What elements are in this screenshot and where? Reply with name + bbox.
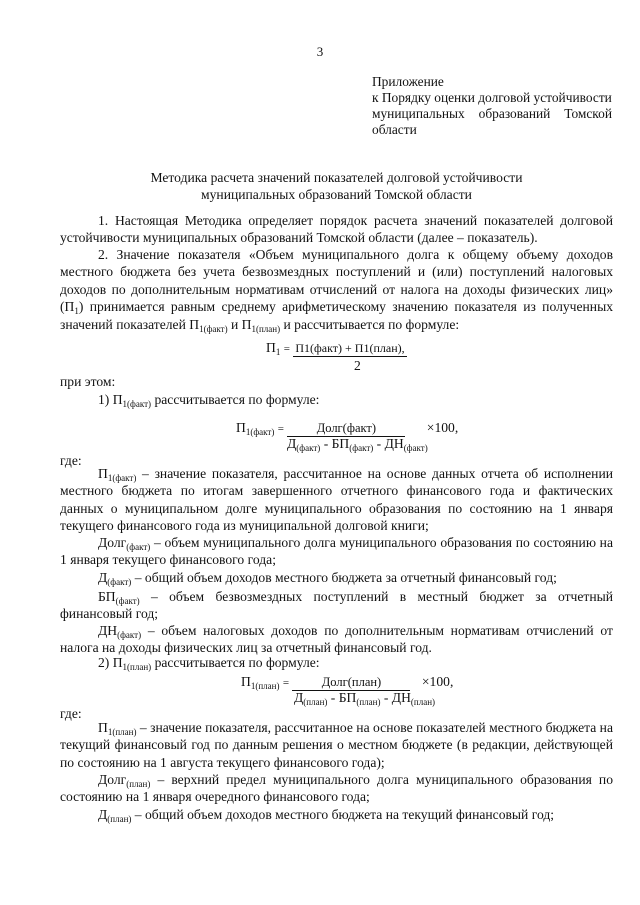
gde-2: где:	[60, 706, 82, 721]
paragraph-1: 1. Настоящая Методика определяет порядок расчета значений показателей долговой устойчивости муниципальных образований Томской области (далее – показатель).	[60, 213, 613, 246]
definition-bp-fakt: $БП_{(факт)}$ – объем безвозмездных поступлений в местный бюджет за отчетный финансовый год;	[60, 589, 613, 622]
paragraph-2: 2. Значение показателя «Объем муниципального долга к общему объему доходов местного бюджета без учета безвозмездных поступлений и (или) поступлений налоговых доходов по дополнительным нормативам отчислений от налога на доходы физических лиц» $(П_1)$ принимается равным среднему арифметическому значению показателя из полученных значений показателей $П_{1(факт)}$ и $П_{1(план)}$ и рассчитывается по формуле:	[60, 247, 613, 334]
item-2: 2) $П_{1(план)}$ рассчитывается по формуле:	[98, 655, 320, 672]
formula-3-denominator: $Д_{(план)} - БП_{(план)} - ДН_{(план)}$	[294, 690, 436, 707]
formula-2: $П_{1(факт)}$ = Долг(факт) ×100,	[236, 420, 459, 437]
definition-p1-fakt: $П_{1(факт)}$ – значение показателя, рассчитанное на основе данных отчета об исполнении местного бюджета по итогам завершенного отчетного финансового года и фактических данных о муниципальном долге муниципального образования по состоянию на 1 января текущего финансового года из муниципальной долговой книги;	[60, 466, 613, 534]
appendix-line2: к Порядку оценки долговой устойчивости	[372, 90, 612, 105]
definition-d-fakt: $Д_{(факт)}$ – общий объем доходов местного бюджета за отчетный финансовый год;	[98, 570, 557, 587]
page-number: 3	[316, 44, 324, 59]
appendix-line4: области	[372, 122, 417, 137]
gde-1: где:	[60, 453, 82, 468]
definition-d-plan: $Д_{(план)}$ – общий объем доходов местного бюджета на текущий финансовый год;	[98, 807, 555, 824]
formula-1-denominator: 2	[354, 358, 361, 373]
formula-3: $П_{1(план)}$ = Долг(план) ×100,	[241, 674, 454, 691]
definition-dolg-fakt: Долг$_{(факт)}$ – объем муниципального долга муниципального образования по состоянию на 1 января текущего финансового года;	[60, 535, 613, 568]
formula-2-denominator: $Д_{(факт)} - БП_{(факт)} - ДН_{(факт)}$	[287, 436, 428, 453]
pri-etom: при этом:	[60, 374, 116, 389]
formula-1: $П_1$ = П1(факт) + П1(план),	[266, 340, 405, 357]
document-title: Методика расчета значений показателей долговой устойчивости муниципальных образований Томской области	[150, 170, 523, 202]
item-1: 1) $П_{1(факт)}$ рассчитывается по формуле:	[98, 392, 320, 409]
definition-dn-fakt: $ДН_{(факт)}$ – объем налоговых доходов по дополнительным нормативам отчислений от налога на доходы физических лиц за отчетный финансовый год.	[60, 623, 613, 656]
definition-dolg-plan: Долг$_{(план)}$ – верхний предел муниципального долга муниципального образования по состоянию на 1 января очередного финансового года;	[60, 772, 613, 805]
definition-p1-plan: $П_{1(план)}$ – значение показателя, рассчитанное на основе показателей местного бюджета на текущий финансовый год по данным решения о местном бюджете (в редакции, действующей по состоянию на 1 августа текущего финансового года);	[60, 720, 613, 770]
appendix-line3: муниципальных образований Томской	[372, 106, 612, 121]
appendix-header	[372, 74, 612, 138]
appendix-line1: Приложение	[372, 74, 444, 89]
